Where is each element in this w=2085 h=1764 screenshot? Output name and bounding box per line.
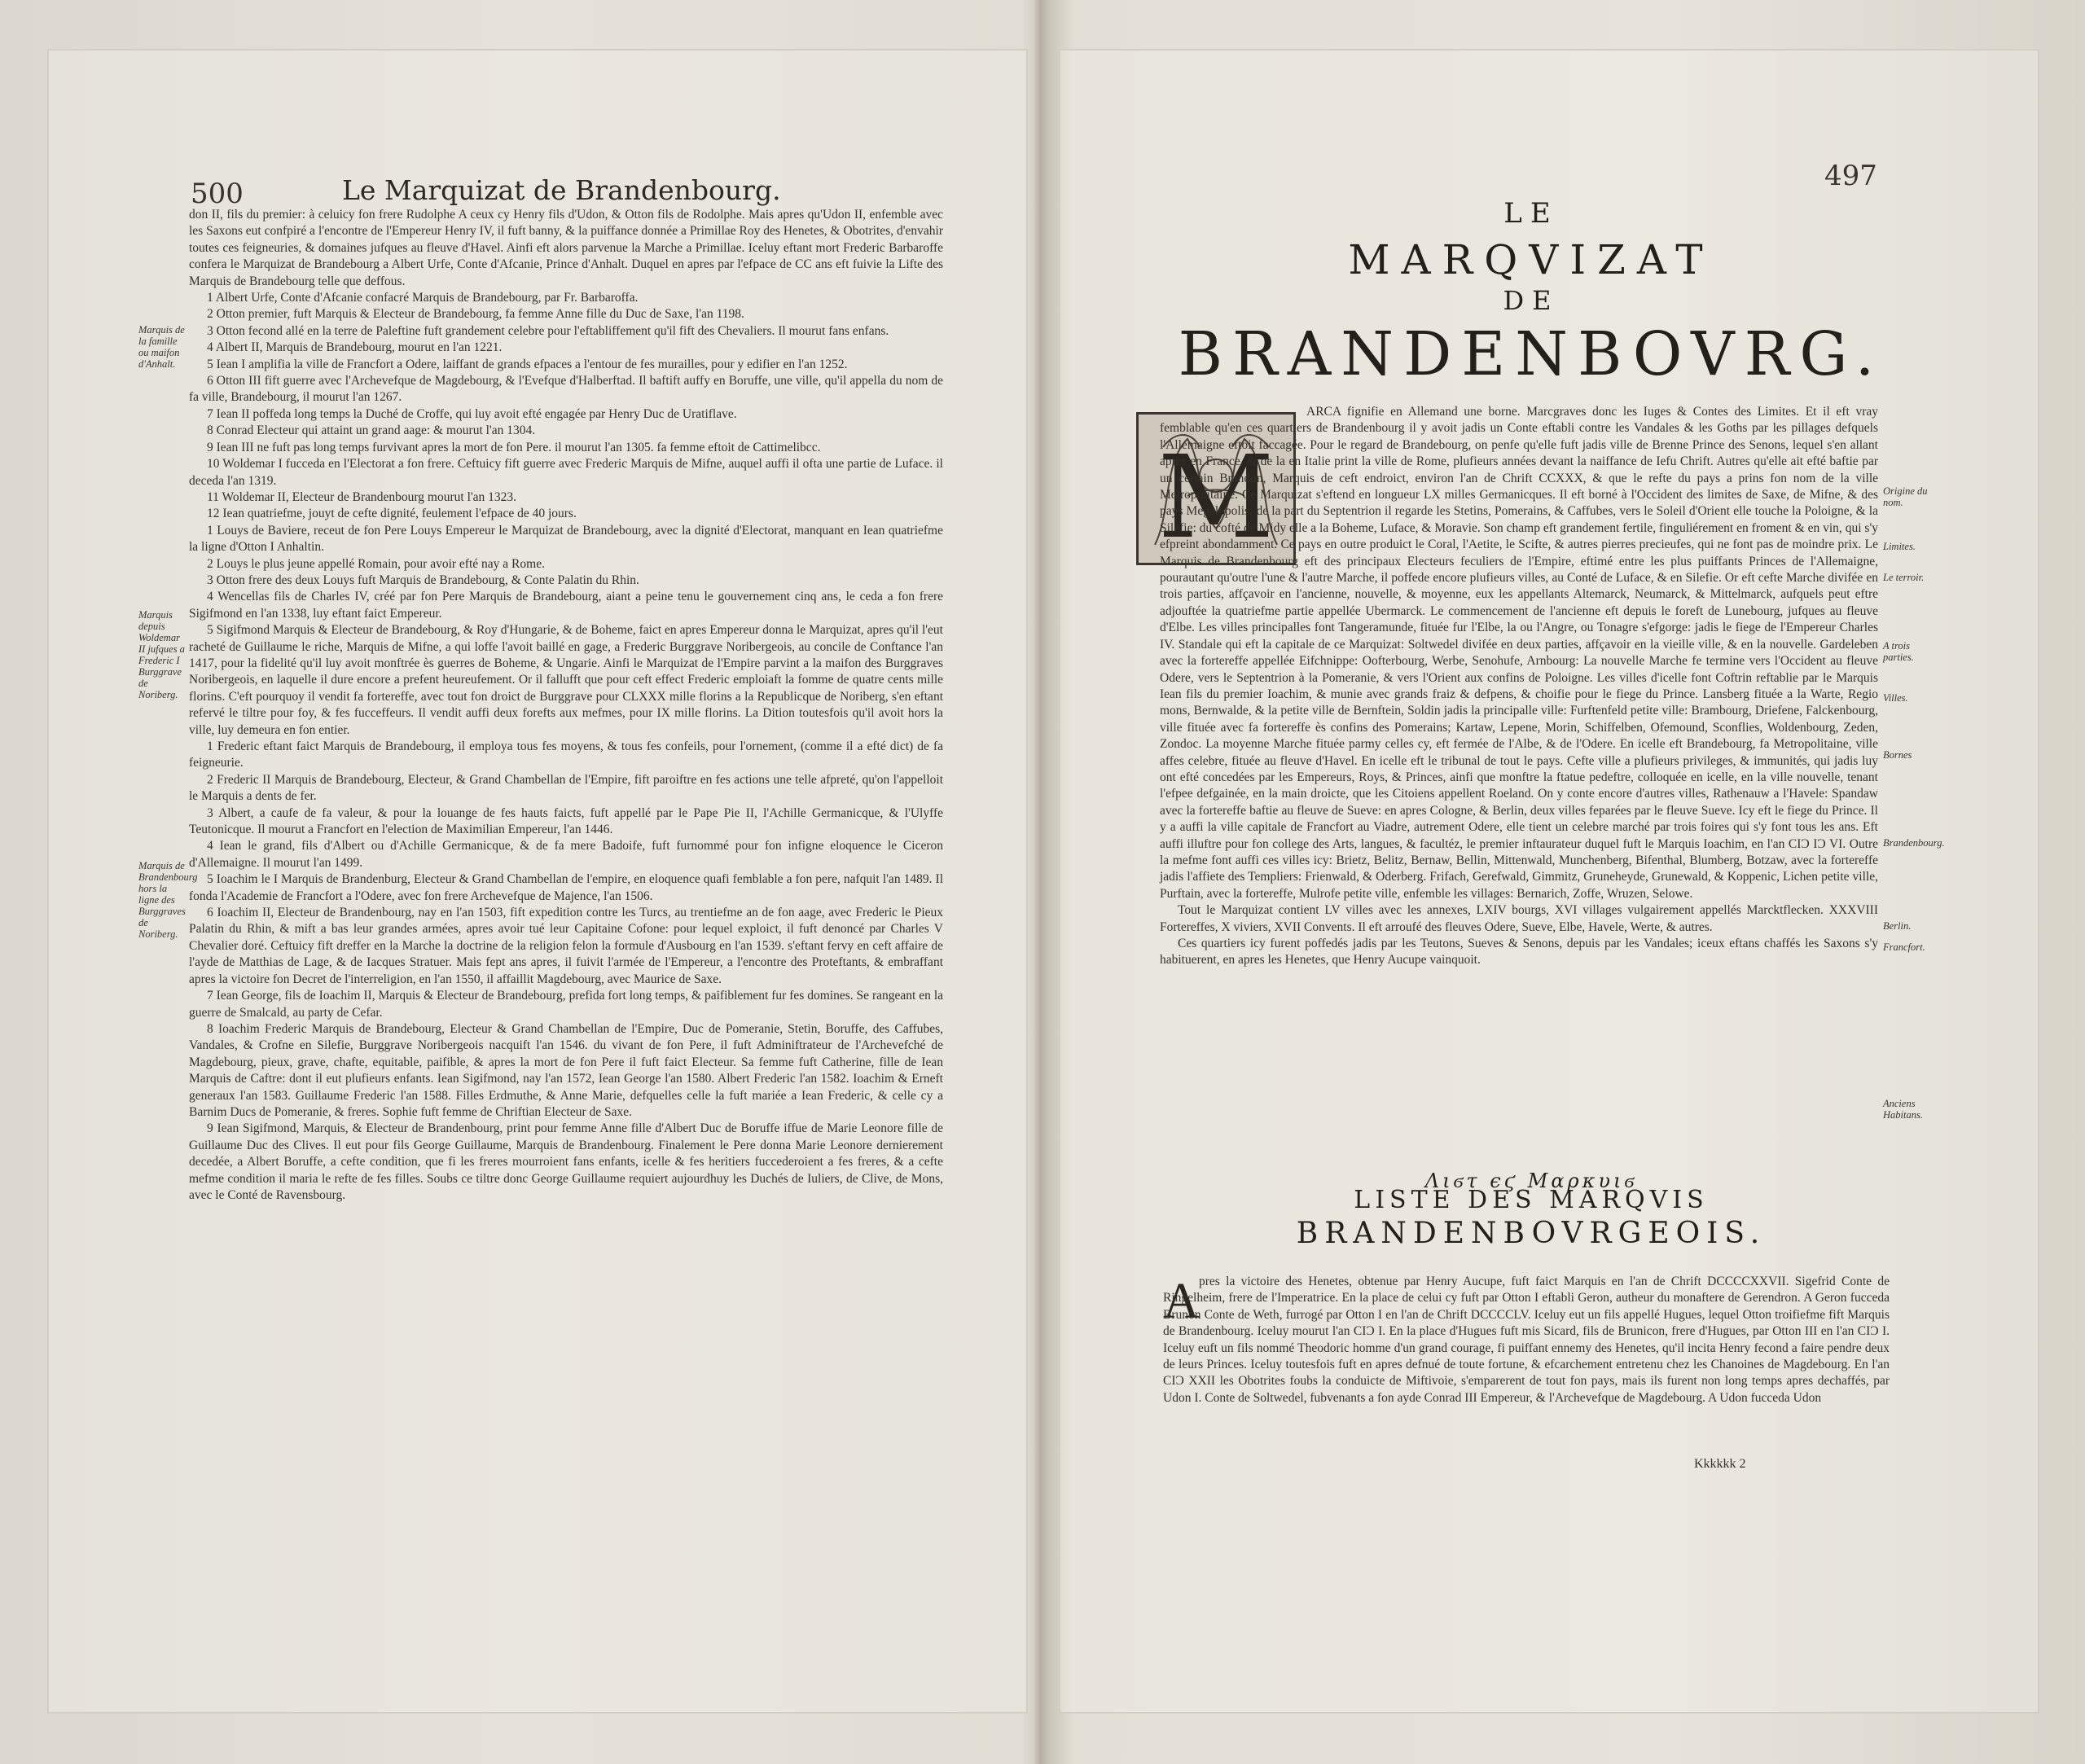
left-margin-note: Marquis de Brandenbourg hors la ligne des Burggraves de Noriberg. xyxy=(138,860,198,940)
center-fold xyxy=(1033,0,1049,1764)
left-paragraph: 7 Iean II poffeda long temps la Duché de Croffe, qui luy avoit efté engagée par Henry Duc de Uratiflave. xyxy=(207,406,737,421)
left-paragraph: 8 Ioachim Frederic Marquis de Brandebourg, Electeur & Grand Chambellan de l'Empire, Duc de Pomeranie, Stetin, Boruffe, des Caffubes, Vandales, & Crofne en Silefie, Burggrave Noribergeois nacquift l'an 1546. du vivant de fon Pere, il fuft Adminiftrateur de l'Archevefché de Magdebourg, pieux, grave, chafte, equitable, paifible, & apres la mort de fon Pere il fuft faict Electeur. Sa femme fuft Catherine, fille de Iean Marquis de Caftre: dont il eut plufieurs enfants. Iean Sigifmond, nay l'an 1572, Iean George l'an 1580. Albert Frederic l'an 1582. Ioachim & Erneft generaux l'an 1583. Guillaume Frederic l'an 1588. Filles Erdmuthe, & Anne Marie, defquelles celle la fuft mariée a Iean Frederic, & celle cy a Barnim Ducs de Pomeranie, & freres. Sophie fuft femme de Chriftian Electeur de Saxe. xyxy=(189,1021,943,1119)
left-paragraph: 3 Otton fecond allé en la terre de Paleftine fuft grandement celebre pour l'eftabliffement qu'il fift des Chevaliers. Il mourut fans enfans. xyxy=(207,323,889,338)
right-margin-note: Anciens Habitans. xyxy=(1883,1098,1923,1121)
right-margin-note: A trois parties. xyxy=(1883,640,1914,663)
right-margin-note: Francfort. xyxy=(1883,941,1925,953)
left-paragraph: 9 Iean Sigifmond, Marquis, & Electeur de Brandenbourg, print pour femme Anne fille d'Albert Duc de Boruffe iffue de Marie Leonore fille de Guillaume Duc des Clives. Il eut pour fils George Guillaume, Marquis de Brandenbourg. Finalement le Pere donna Marie Leonore dernierement decedée, a Albert Boruffe, a cefte condition, que fi les freres mourroient fans enfants, icelle & fes heritiers fuccederoient a fes freres, & a cefte mefme condition il maria le refte de fes filles. Soubs ce tiltre donc George Guillaume requiert aujourdhuy les Duchés de Iuliers, de Clive, de Mons, avec le Conté de Ravensbourg. xyxy=(189,1121,943,1202)
left-paragraph: 10 Woldemar I fucceda en l'Electorat a fon frere. Ceftuicy fift guerre avec Frederic Marquis de Mifne, auquel auffi il ofta une partie de Luface. il deceda l'an 1319. xyxy=(189,457,943,488)
left-paragraph: 4 Wencellas fils de Charles IV, créé par fon Pere Marquis de Brandebourg, aiant a peine tenu le gouvernement cinq ans, le ceda a fon frere Sigifmond en l'an 1338, luy eftant faict Empereur. xyxy=(189,590,943,621)
title-marquizat: MARQVIZAT xyxy=(1348,236,1714,283)
left-paragraph: 2 Louys le plus jeune appellé Romain, pour avoir efté nay a Rome. xyxy=(207,556,545,571)
liste-drop-initial: A xyxy=(1163,1274,1200,1329)
left-page-number: 500 xyxy=(191,178,244,210)
drop-initial-letter: M xyxy=(1157,432,1275,563)
left-margin-note: Marquis de la famille ou maifon d'Anhalt. xyxy=(138,324,185,370)
right-margin-note: Bornes xyxy=(1883,749,1912,761)
liste-title-2: BRANDENBOVRGEOIS. xyxy=(1296,1217,1767,1250)
right-page-number: 497 xyxy=(1824,160,1877,192)
left-paragraph: 7 Iean George, fils de Ioachim II, Marquis & Electeur de Brandebourg, prefida fort long temps, & paifiblement fur fes domines. Se rangeant en la guerre de Smalcald, au party de Cefar. xyxy=(189,989,943,1020)
title-le: LE xyxy=(1503,197,1559,230)
left-body-text xyxy=(189,207,943,1204)
left-running-title: Le Marquizat de Brandenbourg. xyxy=(342,174,781,206)
left-paragraph: 2 Frederic II Marquis de Brandebourg, Electeur, & Grand Chambellan de l'Empire, fift paroiftre en fes actions une telle afpreté, qu'on l'appelloit le Marquis a dents de fer. xyxy=(189,772,943,804)
left-paragraph: 9 Iean III ne fuft pas long temps furvivant apres la mort de fon Pere. il mourut l'an 1305. fa femme eftoit de Cattimelibcc. xyxy=(207,440,821,454)
signature-mark: Kkkkkk 2 xyxy=(1694,1457,1746,1471)
right-body-text xyxy=(1160,404,1878,969)
left-paragraph: 4 Albert II, Marquis de Brandebourg, mourut en l'an 1221. xyxy=(207,340,503,355)
left-paragraph: 6 Ioachim II, Electeur de Brandenbourg, nay en l'an 1503, fift expedition contre les Turcs, au trentiefme an de fon aage, avec Frederic le Pieux Palatin du Rhin, & mift a bas leur grandes armées, apres avoir tué leur Capitaine Cofone: pour lequel exploict, il fuft denoncé par Charles V Chevalier doré. Ceftuicy fift dreffer en la Marche la doctrine de la religion felon la formule d'Ausbourg en l'an 1539. s'eftant fervy en ceft affaire de l'ayde de Matthias de Lage, & de Iacques Stratuer. Mais fept ans apres, il fuivit l'armée de l'Empereur, a l'encontre des Proteftants, & embraffant apres la victoire fon Decret de l'interreligion, en l'an 1550, il affaillit Magdebourg, avec Maurice de Saxe. xyxy=(189,906,943,986)
right-margin-note: Origine du nom. xyxy=(1883,485,1928,508)
left-paragraph: 12 Iean quatriefme, jouyt de cefte dignité, feulement l'efpace de 40 jours. xyxy=(207,507,577,521)
left-margin-note: Marquis depuis Woldemar II jufques a Frederic I Burggrave de Noriberg. xyxy=(138,609,185,700)
right-paragraph: ARCA fignifie en Allemand une borne. Marcgraves donc les Iuges & Contes des Limites. Et il eft vray femblable qu'en ces quartiers de Brandenbourg il y avoit jadis un Conte eftabli contre les Vandales & les Goths par les pillages defquels l'Allemaigne eftoit faccagée. Pour le regard de Brandebourg, on penfe qu'elle fuft jadis ville de Brenne Prince des Senons, lequel s'en allant apres en France, & de la en Italie print la ville de Rome, plufieurs années devant la naiffance de Iefu Chrift. Autres qu'elle ait efté baftie par un certain Brandon, Marquis de ceft endroict, environ l'an de Chrift CCXXX, & que le refte du pays a prins fon nom de la ville Metropolitaine. Ce Marquizat s'eftend en longueur LX milles Germanicques. Il eft borné à l'Occident des limites de Saxe, de Mifne, & des pays Megalopolis; de la part du Septentrion il regarde les Stetins, Pomerains, & Caffubes, vers le Soleil d'Orient elle touche la Poloigne, & la Silefie: du cofté de Midy elle a la Boheme, Luface, & Moravie. Son champ eft grandement fertile, finguliérement en froment & en vin, qui s'y efpreint abondamment. Ce pays en outre produict le Coral, l'Aetite, le Scifte, & autres pierres precieufes, qui ne font pas de moindre prix. Le Marquis de Brandenbourg eft des principaux Electeurs feculiers de l'Empire, eftimé entre les plus puiffants Princes de l'Allemaigne, pourautant qu'outre l'une & l'autre Marche, il poffede encore plufieurs villes, au Conté de Luface, & en Silefie. Or eft cefte Marche divifée en trois parties, affçavoir en l'ancienne, nouvelle, & moyenne, eux les appellants Altemarck, Neumarck, & Mittelmarck, aufquels peut eftre adjouftée la quatriefme partie appellée Ubermarck. Le commencement de l'ancienne eft depuis le foreft de Lunebourg, jufques au fleuve d'Elbe. Les villes principalles font Tangeramunde, fituée fur l'Elbe, la ou l'Angre, ou Tonagre s'efgorge: jadis le fiege de l'Empereur Charles IV. Standale qui eft la capitale de ce Marquizat: Soltwedel divifée en deux parties, affçavoir en la vieille ville, & en la nouvelle. Gardeleben avec la fortereffe appellée Eifchnippe: Oofterbourg, Werbe, Senohufe, Arnbourg: La nouvelle Marche fe termine vers l'Occident au fleuve Odere, vers le Septentrion à la Pomeranie, & vers l'Orient aux confins de Poloigne. Les villes d'icelle font Coftrin reftablie par le Marquis Iean fils du premier Ioachim, & munie avec grands fraiz & defpens, & choifie pour le fiege du Prince. Lansberg fituée a la Warte, Regio mons, Bernwalde, & la petite ville de Bernftein, Soldin jadis la principalle ville: Furftenfeld petite ville: Brambourg, Driefene, Falckenbourg, ville fituée avec fa fortereffe ès confins des Pomerains; Kartaw, Lepene, Morin, Schiffelben, Ofemound, Sconflies, Woldenbourg, Zeden, Zondoc. La moyenne Marche fituée parmy celles cy, eft fermée de l'Albe, & de l'Odere. En icelle eft Brandebourg, fa Metropolitaine, ville affes celebre, fituée au fleuve d'Havel. En icelle eft le tribunal de tout le pays. Cefte ville a plufieurs privileges, & immunités, qui jadis luy ont efté concedées par les Empereurs, Roys, & Princes, ainfi que monftre la ftatue pedeftre, colloquée en icelle, en la ville nouvelle, tenant l'efpee defgainée, en la main droicte, que les Citoiens appellent Roeland. On y conte encore d'autres villes, Rathenauw a l'Havele: Spandaw avec la fortereffe baftie au fleuve de Sueve: en apres Cologne, & Berlin, deux villes feparées par le fleuve Sueve. Icy eft le fiege du Prince. Il y a auffi la ville capitale de Francfort au Viadre, autrement Odere, elle tient un celebre marché par trois foires qui s'y font tous les ans. Eft auffi illuftre pour fon college des Arts, langues, & facultéz, le premier inftaurateur duquel fuft le Marquis Ioachim, en l'an CIƆ IƆ VI. Outre la mefme font auffi ces villes icy: Brietz, Belitz, Bernaw, Bellin, Mittenwald, Munchenberg, Bifenthal, Blumberg, Botzaw, avec la fortereffe jadis l'affiete des Templiers: Frienwald, & Oderberg. Frifach, Gerefwald, Gimmitz, Gruneheyde, Grunewald, & Koppenic, Lichen petite ville, Purftain, avec la fortereffe, Mulrofe petite ville, enfemble les villages: Bernarich, Zoffe, Wruzen, Selowe. xyxy=(1160,405,1878,901)
liste-title-1: LISTE DES MARQVIS xyxy=(1354,1186,1709,1214)
left-paragraph: 11 Woldemar II, Electeur de Brandenbourg mourut l'an 1323. xyxy=(207,489,517,504)
left-paragraph: 1 Louys de Baviere, receut de fon Pere Louys Empereur le Marquizat de Brandebourg, avec la dignité d'Electorat, manquant en Iean quatriefme la ligne d'Otton I Anhaltin. xyxy=(189,523,943,555)
liste-script-title: Λιϭτ ϵϛ Μαρκυιϭ xyxy=(1424,1169,1638,1192)
left-paragraph: 5 Sigifmond Marquis & Electeur de Brandebourg, & Roy d'Hungarie, & de Boheme, faict en apres Empereur donna le Marquizat, apres qu'il l'eut racheté de Guillaume le riche, Marquis de Mifne, a qui loffe l'avoit baillé en gage, a Frederic Burggrave Noribergeois, au concile de Conftance l'an 1417, pour la fidelité qu'il luy avoit monftrée ès guerres de Boheme, & Ungarie. Ainfi le Marquizat de l'Empire parvint a la maifon des Burggraves Noribergeois, en laquelle il dure encore a prefent heureufement. Or il fallufft que pour ceft effect Frederic emploiaft la fomme de quatre cents mille florins. C'eft pourquoy il vendit fa fortereffe, avec tout fon droict de Burggrave pour CLXXX mille florins a la Republicque de Noriberg, s'en eftant refervé le tiltre pour foy, & fes fucceffeurs. Il vendit auffi deux forefts aux mefmes, pour IX mille florins. La Dition toutesfois qu'il avoit hors la ville, luy demeura en fon entier. xyxy=(189,623,943,737)
left-paragraph: 4 Iean le grand, fils d'Albert ou d'Achille Germanicque, & de fa mere Badoife, fuft furnommé pour fon infigne eloquence le Ciceron d'Allemaigne. Il mourut l'an 1499. xyxy=(189,839,943,870)
left-paragraph: 3 Otton frere des deux Louys fuft Marquis de Brandebourg, & Conte Palatin du Rhin. xyxy=(207,573,639,587)
left-paragraph: 1 Frederic eftant faict Marquis de Brandebourg, il employa tous fes moyens, & tous fes confeils, pour l'ornement, (comme il a efté dict) de fa feigneurie. xyxy=(189,739,943,770)
right-margin-note: Le terroir. xyxy=(1883,572,1925,583)
left-paragraph: 3 Albert, a caufe de fa valeur, & pour la louange de fes hauts faicts, fuft appellé par le Pape Pie II, l'Achille Germanicque, & l'Ulyffe Teutonicque. Il mourut a Francfort en l'election de Maximilian Empereur, l'an 1446. xyxy=(189,805,943,837)
left-paragraph: 6 Otton III fift guerre avec l'Archevefque de Magdebourg, & l'Evefque d'Halberftad. Il baftift auffy en Boruffe, une ville, qu'il appella du nom de fa ville, Brandebourg, il mourut l'an 1267. xyxy=(189,374,943,405)
left-paragraph: 5 Ioachim le I Marquis de Brandenburg, Electeur & Grand Chambellan de l'empire, en eloquence quafi femblable a fon pere, nafquit l'an 1489. Il fonda l'Academie de Francfort a l'Odere, avec fon frere Archevefque de Majence, l'an 1506. xyxy=(189,872,943,903)
right-paragraph: Ces quartiers icy furent poffedés jadis par les Teutons, Sueves & Senons, depuis par les Vandales; iceux eftans chaffés les Saxons s'y habituerent, en apres les Henetes, que Henry Aucupe vainquoit. xyxy=(1160,937,1878,968)
left-paragraph: 1 Albert Urfe, Conte d'Afcanie confacré Marquis de Brandebourg, par Fr. Barbaroffa. xyxy=(207,291,639,305)
left-paragraph: 8 Conrad Electeur qui attaint un grand aage: & mourut l'an 1304. xyxy=(207,423,536,438)
right-margin-note: Brandenbourg. xyxy=(1883,837,1945,849)
left-paragraph: don II, fils du premier: à celuicy fon frere Rudolphe A ceux cy Henry fils d'Udon, & Otton fils de Rodolphe. Mais apres qu'Udon II, enfemble avec les Saxons eut confpiré a l'encontre de l'Empereur Henry IV, il fuft banny, & la puiffance donnée a Primillae Roy des Henetes, & Obotrites, d'envahir toutes ces feigneuries, & domaines jufques au fleuve d'Havel. Ainfi eft alors parvenue la Marche a Primillae. Iceluy eftant mort Frederic Barbaroffe confera le Marquizat de Brandebourg a Albert Urfe, Conte d'Afcanie, Prince d'Anhalt. Duquel en apres par l'efpace de CC ans eft fuivie la Lifte des Marquis de Brandebourg telle que deffous. xyxy=(189,208,943,288)
title-de: DE xyxy=(1503,285,1560,316)
right-margin-note: Limites. xyxy=(1883,541,1916,552)
title-brandenbourg: BRANDENBOVRG. xyxy=(1178,319,1885,389)
right-margin-note: Villes. xyxy=(1883,692,1908,704)
liste-paragraph: pres la victoire des Henetes, obtenue par Henry Aucupe, fuft faict Marquis en l'an de Chrift DCCCCXXVII. Sigefrid Conte de Ringelheim, frere de l'Imperatrice. En la place de celui cy fuft par Otton I eftabli Geron, autheur du monaftere de Gerendron. A Geron fucceda Brunon Conte de Weth, furrogé par Otton I en l'an de Chrift DCCCCLV. Iceluy eut un fils appellé Hugues, lequel Otton troifiefme fift Marquis de Brandenbourg. Iceluy mourut l'an CIƆ I. En la place d'Hugues fuft mis Sicard, fils de Brunicon, frere d'Hugues, par Otton III en l'an CIƆ I. Iceluy euft un fils nommé Theodoric homme d'un grand courage, fi puiffant ennemy des Henetes, qu'il incita Henry fecond a faire pendre deux de leurs Princes. Iceluy toutesfois fuft en apres defnué de toute fortune, & efcarchement entretenu chez les Chanoines de Magdebourg. En l'an CIƆ XXII les Obotrites foubs la conduicte de Miftivoie, s'emparerent de tout fon pays, mais ils furent non long temps apres dechaffés, par Udon I. Conte de Soltwedel, fubvenants a fon ayde Conrad III Empereur, & l'Archevefque de Magdebourg. A Udon fucceda Udon xyxy=(1163,1275,1890,1405)
left-paragraph: 5 Iean I amplifia la ville de Francfort a Odere, laiffant de grands efpaces a l'entour de fes murailles, pour y edifier en l'an 1252. xyxy=(207,357,848,371)
right-paragraph: Tout le Marquizat contient LV villes avec les annexes, LXIV bourgs, XVI villages vulgairement appellés Marcktflecken. XXXVIII Fortereffes, X viviers, XVII Convents. Il eft arroufé des fleuves Odere, Sueve, Elbe, Havele, Werte, & autres. xyxy=(1160,903,1878,934)
right-margin-note: Berlin. xyxy=(1883,920,1912,932)
left-paragraph: 2 Otton premier, fuft Marquis & Electeur de Brandebourg, fa femme Anne fille du Duc de Saxe, l'an 1198. xyxy=(207,307,744,322)
